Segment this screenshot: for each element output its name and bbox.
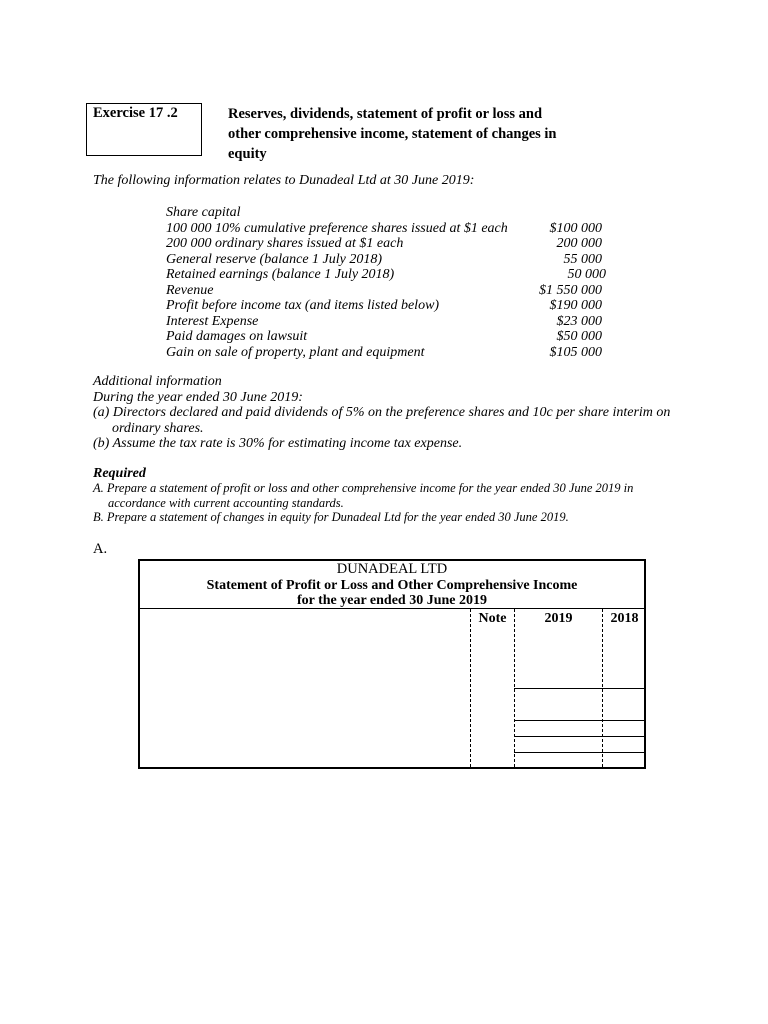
list-item	[166, 205, 606, 221]
row-rule	[514, 752, 646, 753]
item-value: $50 000	[556, 329, 602, 344]
item-label: General reserve (balance 1 July 2018)	[166, 251, 383, 267]
additional-heading: Additional information	[93, 374, 222, 389]
item-label: Interest Expense	[166, 313, 259, 329]
section-label: A.	[93, 541, 108, 557]
additional-subheading: During the year ended 30 June 2019:	[93, 389, 303, 405]
item-value: $105 000	[549, 344, 602, 360]
item-label: Share capital	[166, 205, 241, 220]
list-item	[166, 314, 606, 330]
list-item	[166, 298, 606, 314]
exercise-label-box	[86, 103, 202, 156]
additional-information	[93, 374, 683, 452]
list-item	[166, 283, 606, 299]
item-value: 200 000	[556, 236, 602, 251]
list-item	[166, 329, 606, 345]
required-heading: Required	[93, 466, 146, 481]
statement-header	[140, 561, 644, 609]
item-value: $23 000	[556, 313, 602, 329]
information-list	[166, 205, 606, 360]
additional-point-a: (a) Directors declared and paid dividends of 5% on the preference shares and 10c per share interim on ordinary shares.	[93, 405, 671, 436]
item-label: Gain on sale of property, plant and equipment	[166, 344, 425, 360]
col-2018-header: 2018	[610, 611, 639, 626]
item-label: 100 000 10% cumulative preference shares issued at $1 each	[166, 220, 508, 236]
statement-period: for the year ended 30 June 2019	[296, 593, 488, 608]
col-2019-header: 2019	[544, 611, 573, 626]
company-name: DUNADEAL LTD	[336, 561, 448, 577]
col-note-header: Note	[478, 611, 507, 626]
item-label: Revenue	[166, 282, 214, 298]
required-point-b: B. Prepare a statement of changes in equity for Dunadeal Ltd for the year ended 30 June 2019.	[93, 510, 569, 524]
intro-text: The following information relates to Dunadeal Ltd at 30 June 2019:	[93, 173, 475, 188]
item-value: $190 000	[549, 298, 602, 313]
list-item	[166, 236, 606, 252]
list-item	[166, 221, 606, 237]
item-value: 50 000	[567, 267, 606, 282]
list-item	[166, 252, 606, 268]
list-item	[166, 345, 606, 361]
statement-table	[138, 559, 646, 769]
row-rule	[514, 720, 646, 721]
item-value: 55 000	[563, 251, 602, 267]
additional-point-b: (b) Assume the tax rate is 30% for estimating income tax expense.	[93, 436, 463, 451]
list-item	[166, 267, 606, 283]
required-point-a: A. Prepare a statement of profit or loss and other comprehensive income for the year ended 30 June 2019 in accordance with current accounting standards.	[93, 481, 634, 510]
note-divider	[470, 609, 471, 767]
item-value: $100 000	[549, 220, 602, 236]
item-label: Paid damages on lawsuit	[166, 329, 308, 344]
statement-title: Statement of Profit or Loss and Other Comprehensive Income	[206, 577, 578, 593]
exercise-title: Reserves, dividends, statement of profit or loss and other comprehensive income, statement of changes in equity	[228, 106, 557, 162]
item-label: Profit before income tax (and items listed below)	[166, 298, 440, 313]
required-section	[93, 466, 683, 525]
row-rule	[514, 736, 646, 737]
total-rule	[514, 688, 646, 689]
item-label: 200 000 ordinary shares issued at $1 each	[166, 236, 404, 251]
item-value: $1 550 000	[539, 282, 602, 298]
item-label: Retained earnings (balance 1 July 2018)	[166, 267, 395, 282]
exercise-label: Exercise 17 .2	[93, 105, 178, 121]
